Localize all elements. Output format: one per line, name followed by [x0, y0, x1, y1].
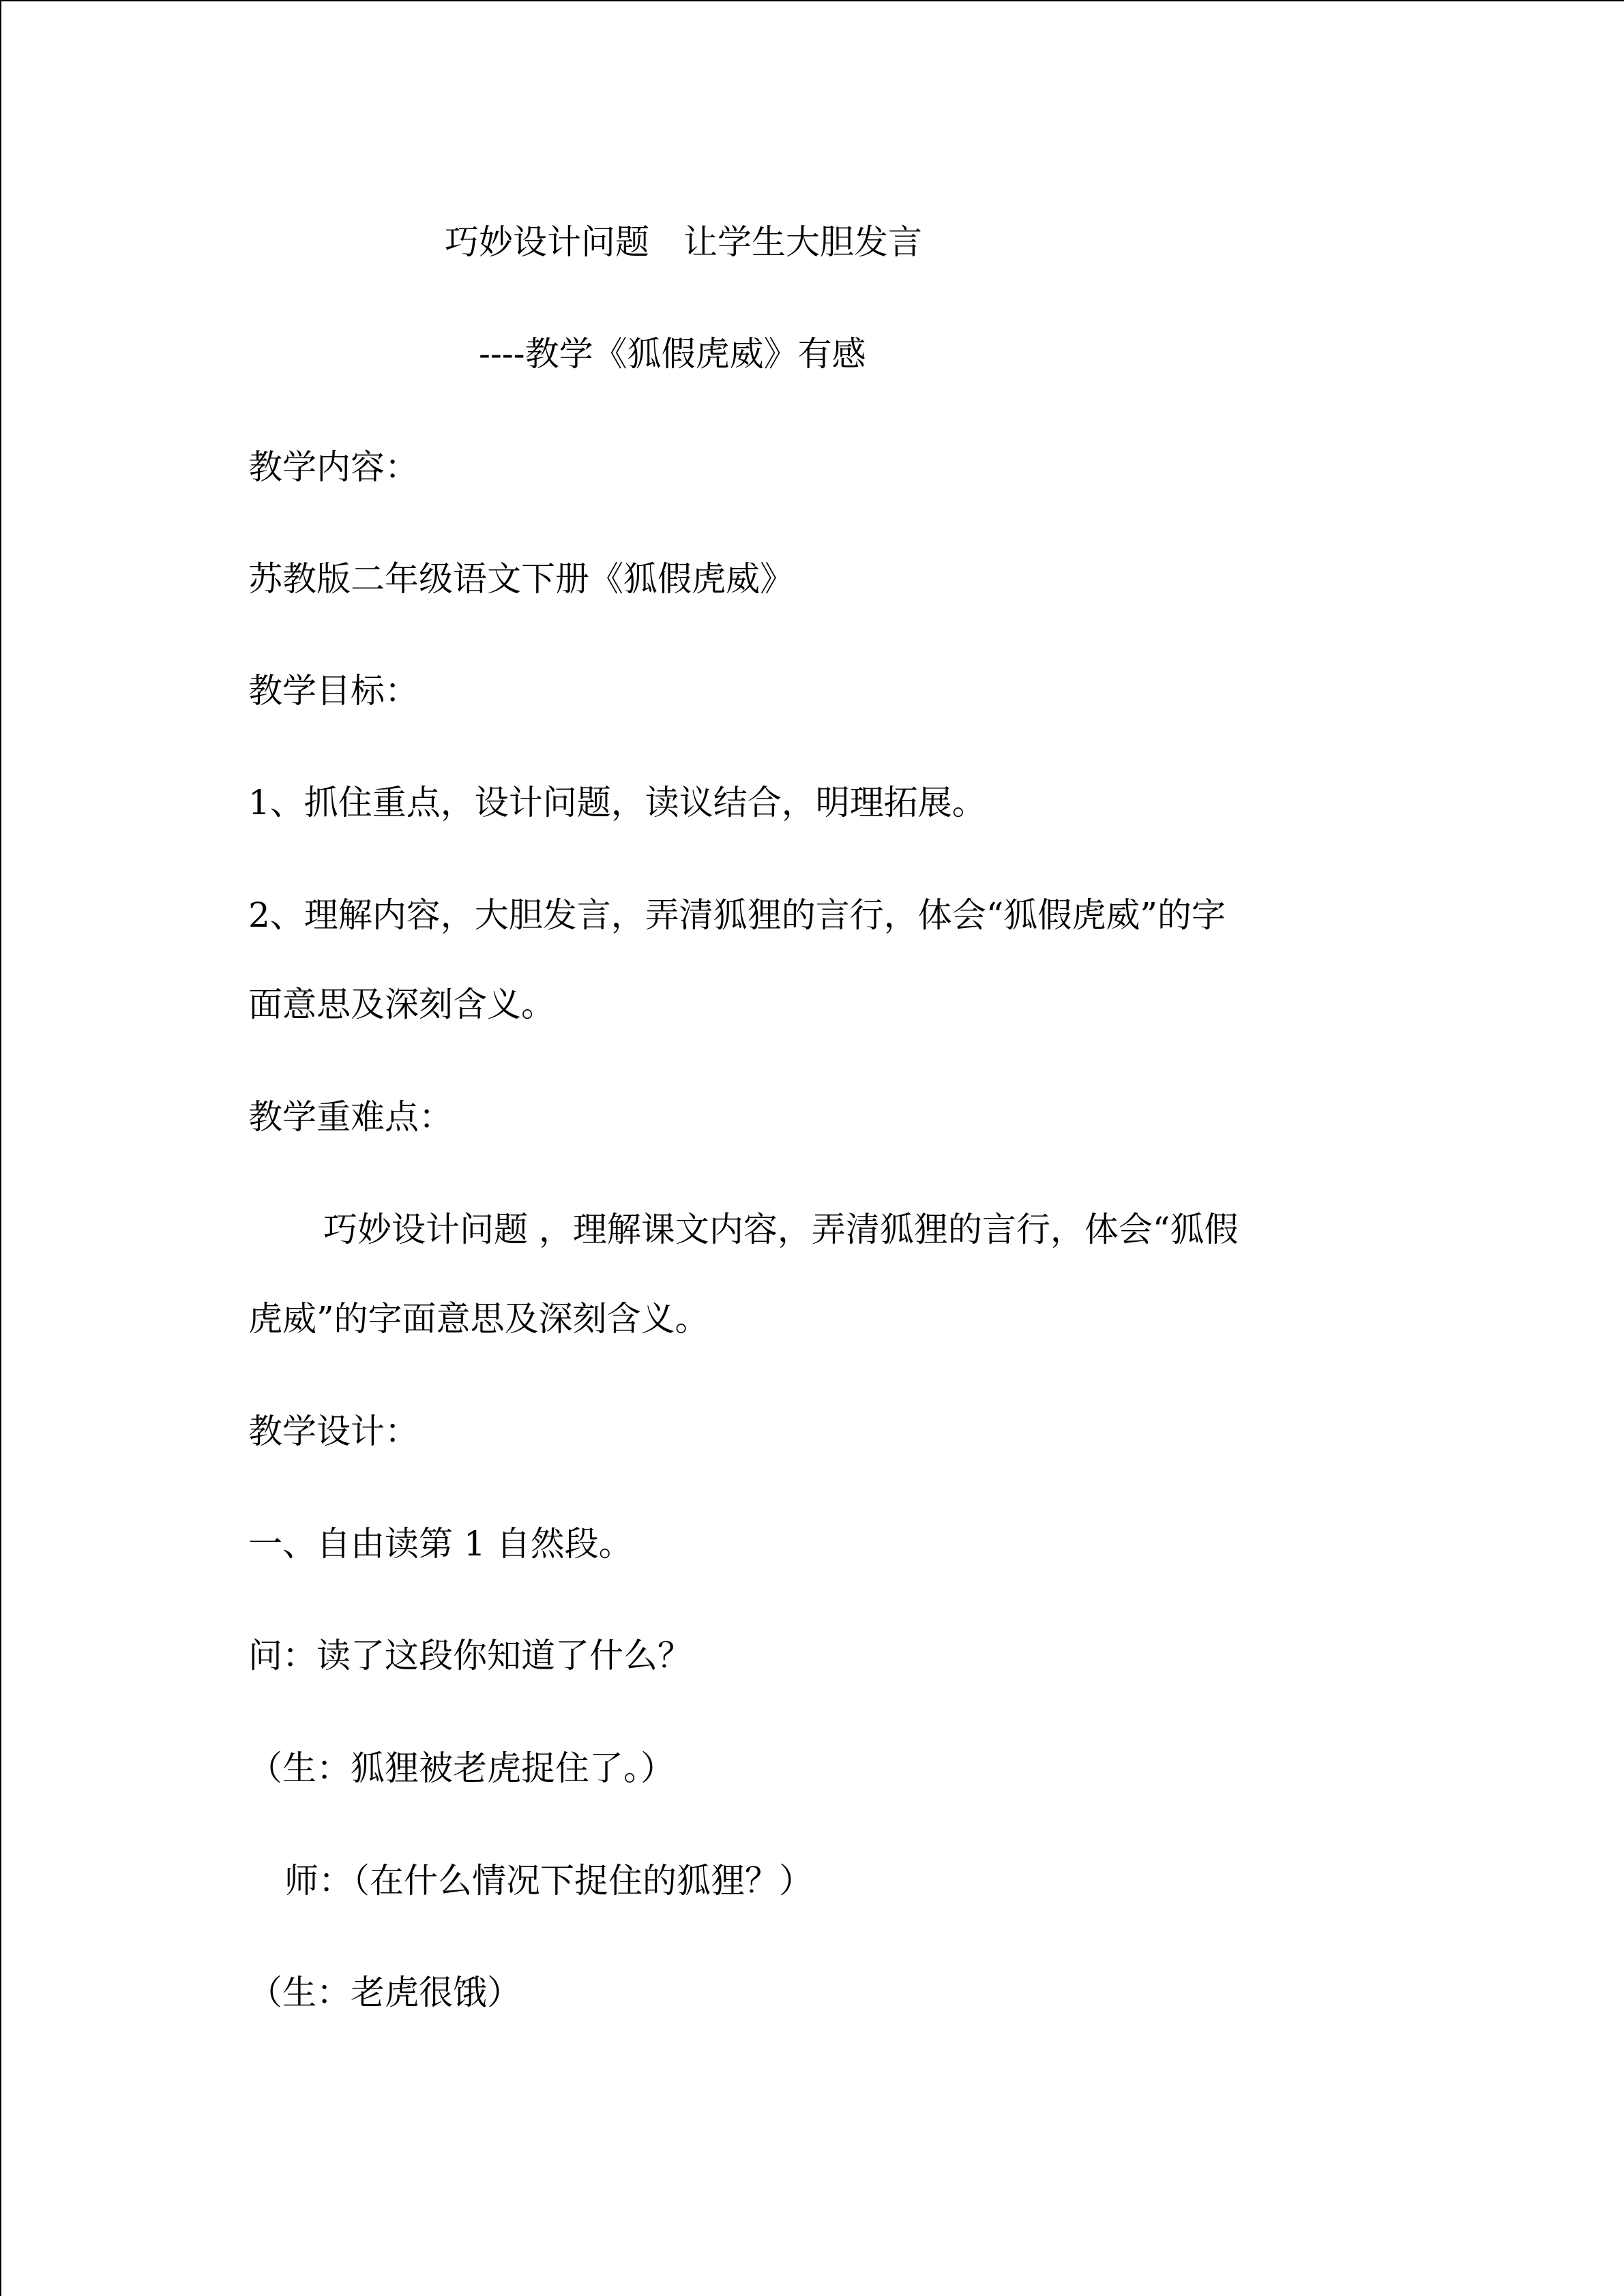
text-line: 苏教版二年级语文下册《狐假虎威》 — [248, 559, 794, 599]
text-line: 师：（在什么情况下捉住的狐狸？） — [284, 1861, 813, 1900]
heading-teaching-design: 教学设计： — [248, 1412, 419, 1451]
heading-key-points: 教学重难点： — [248, 1097, 453, 1137]
text-line: 巧妙设计问题 ，理解课文内容，弄清狐狸的言行，体会“狐假 — [323, 1210, 1239, 1249]
text-line: 问：读了这段你知道了什么？ — [248, 1636, 692, 1675]
text-line: 1、抓住重点，设计问题，读议结合，明理拓展。 — [248, 783, 986, 822]
text-line: 面意思及深刻含义。 — [248, 985, 555, 1024]
text-line: （生：老虎很饿） — [248, 1973, 521, 2012]
text-line: 2、理解内容，大胆发言，弄清狐狸的言行，体会“狐假虎威”的字 — [248, 895, 1226, 935]
document-subtitle: ----教学《狐假虎威》有感 — [479, 334, 866, 374]
text-line: （生：狐狸被老虎捉住了。） — [248, 1748, 675, 1788]
text-line: 一、自由读第 1 自然段。 — [248, 1524, 633, 1564]
text-line: 虎威”的字面意思及深刻含义。 — [248, 1299, 709, 1339]
heading-teaching-goals: 教学目标： — [248, 671, 419, 711]
document-title: 巧妙设计问题 让学生大胆发言 — [445, 222, 922, 262]
heading-teaching-content: 教学内容： — [248, 447, 419, 487]
